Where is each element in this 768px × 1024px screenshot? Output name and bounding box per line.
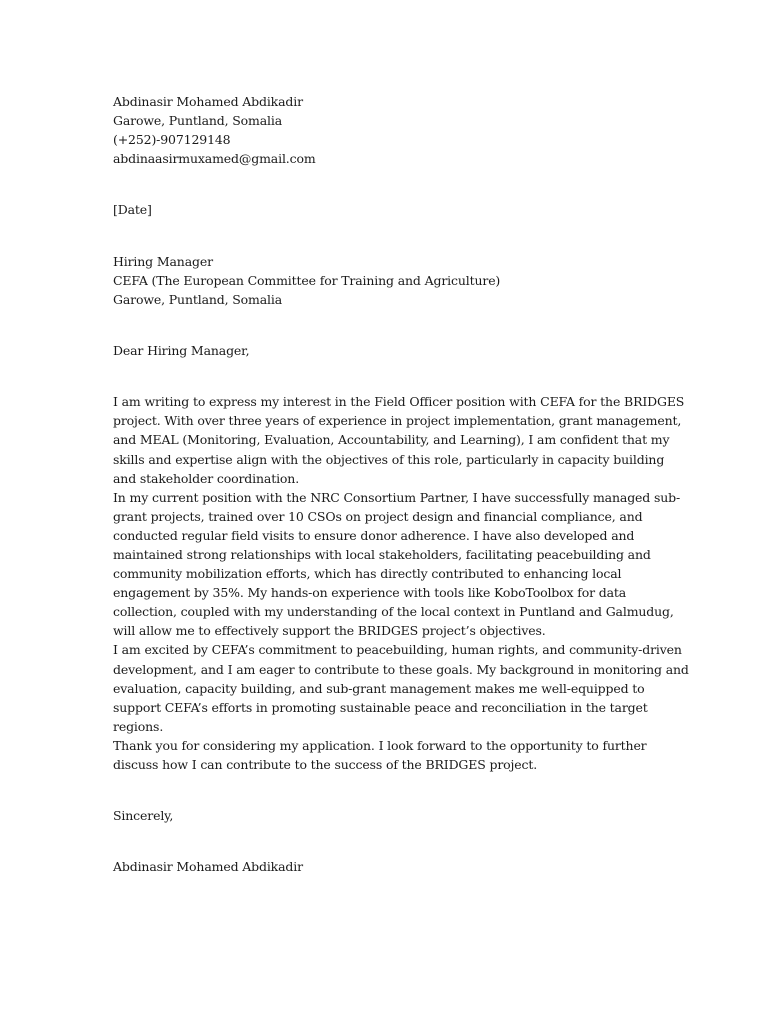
body-line: grant projects, trained over 10 CSOs on project design and financial compliance, and [113, 508, 643, 524]
body-line: regions. [113, 718, 164, 734]
signature-name: Abdinasir Mohamed Abdikadir [113, 859, 303, 875]
spacer [113, 220, 658, 239]
paragraph-thanks [113, 736, 658, 774]
spacer [113, 168, 658, 187]
closing: Sincerely, [113, 808, 174, 824]
spacer [113, 360, 658, 379]
spacer [113, 844, 658, 857]
spacer [113, 328, 658, 341]
paragraph-interest [113, 392, 685, 487]
body-line: will allow me to effectively support the BRIDGES project’s objectives. [113, 623, 546, 639]
body-line: development, and I am eager to contribute to these goals. My background in monitoring and [113, 661, 689, 677]
body-line: conducted regular field visits to ensure donor adherence. I have also developed and [113, 527, 635, 543]
sender-location: Garowe, Puntland, Somalia [113, 113, 283, 129]
body-line: and stakeholder coordination. [113, 470, 300, 486]
body-line: In my current position with the NRC Consortium Partner, I have successfully managed sub- [113, 489, 681, 505]
recipient-title: Hiring Manager [113, 253, 213, 269]
body-line: support CEFA’s efforts in promoting sustainable peace and reconciliation in the target [113, 699, 648, 715]
recipient-block [113, 252, 658, 309]
spacer [113, 825, 658, 844]
body-line: discuss how I can contribute to the success of the BRIDGES project. [113, 757, 538, 772]
letter-body [113, 392, 689, 774]
body-line: and MEAL (Monitoring, Evaluation, Accountability, and Learning), I am confident that my [113, 432, 670, 448]
salutation-block [113, 341, 658, 360]
paragraph-experience [113, 488, 681, 641]
spacer [113, 309, 658, 328]
body-line: I am writing to express my interest in the Field Officer position with CEFA for the BRIDGES [113, 394, 685, 410]
body-line: community mobilization efforts, which has directly contributed to enhancing local [113, 566, 622, 582]
salutation: Dear Hiring Manager, [113, 343, 250, 359]
date-block [113, 200, 658, 219]
body-line: maintained strong relationships with local stakeholders, facilitating peacebuilding and [113, 546, 651, 562]
closing-block [113, 806, 658, 825]
signature-block [113, 857, 658, 876]
body-line: collection, coupled with my understanding of the local context in Puntland and Galmudug, [113, 604, 674, 620]
body-line: I am excited by CEFA’s commitment to peacebuilding, human rights, and community-driven [113, 642, 682, 658]
body-line: project. With over three years of experience in project implementation, grant management, [113, 413, 682, 429]
body-line: engagement by 35%. My hands-on experience with tools like KoboToolbox for data [113, 585, 627, 601]
spacer [113, 379, 658, 392]
sender-email: abdinaasirmuxamed@gmail.com [113, 151, 316, 167]
sender-name: Abdinasir Mohamed Abdikadir [113, 94, 303, 109]
spacer [113, 239, 658, 252]
sender-phone: (+252)-907129148 [113, 132, 231, 148]
spacer [113, 187, 658, 200]
body-line: skills and expertise align with the objectives of this role, particularly in capacity building [113, 451, 665, 467]
body-line: evaluation, capacity building, and sub-grant management makes me well-equipped to [113, 680, 645, 696]
recipient-location: Garowe, Puntland, Somalia [113, 291, 283, 307]
sender-block [113, 92, 658, 168]
recipient-organization: CEFA (The European Committee for Training and Agriculture) [113, 272, 501, 288]
spacer [113, 774, 658, 793]
spacer [113, 793, 658, 806]
body-line: Thank you for considering my application. I look forward to the opportunity to further [113, 737, 647, 753]
letter-date: [Date] [113, 202, 152, 218]
cover-letter [113, 92, 689, 876]
paragraph-motivation [113, 640, 689, 735]
